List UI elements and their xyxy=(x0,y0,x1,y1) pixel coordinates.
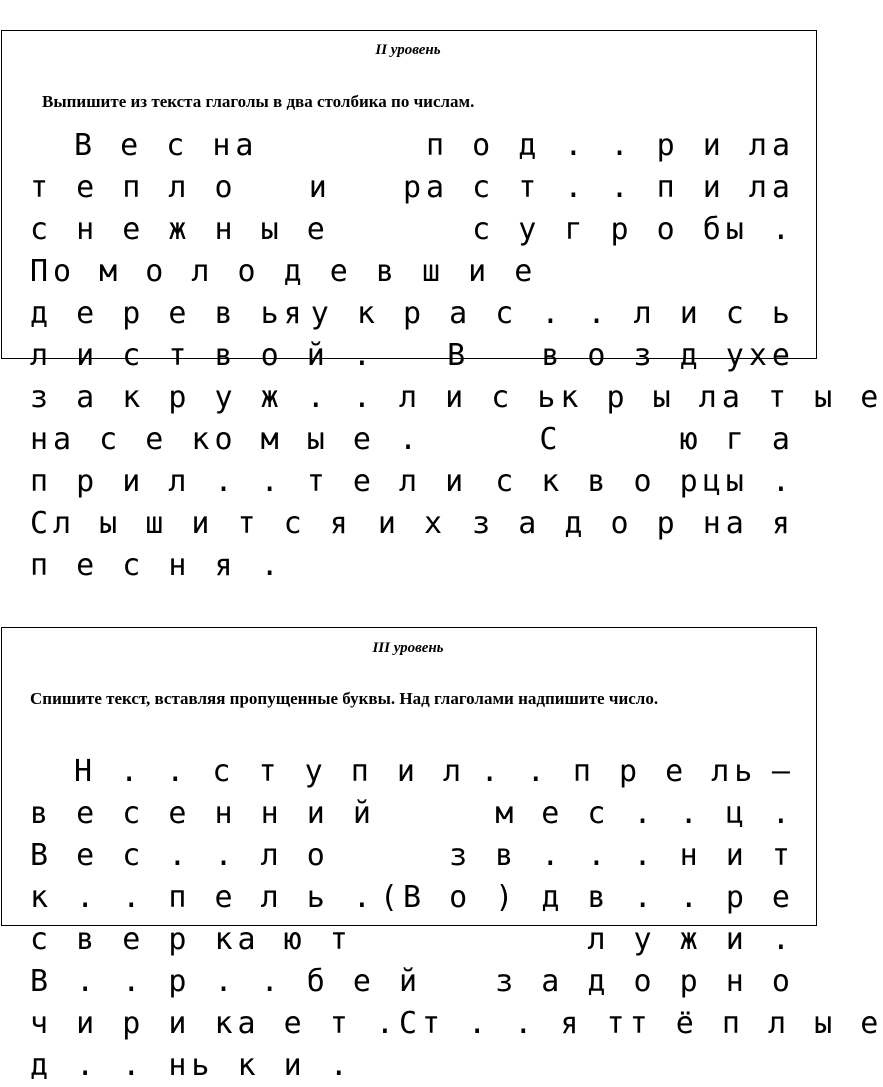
text-word: По м о л о д е в ш и е xyxy=(30,254,538,289)
text-word: л у ж и . xyxy=(587,922,795,957)
text-line xyxy=(30,251,795,293)
text-word: В е с . . л о xyxy=(30,838,330,873)
task-3-text xyxy=(30,751,883,1087)
text-line xyxy=(30,545,795,587)
text-line xyxy=(30,919,795,961)
text-word: Н . . с т у п и л xyxy=(74,754,467,789)
text-line xyxy=(30,835,795,877)
task-2-text xyxy=(30,125,883,587)
text-word: т е п л о xyxy=(30,170,238,205)
text-word: (В о ) д в . . р е xyxy=(379,880,795,915)
text-word: — xyxy=(771,754,795,789)
text-word: и х xyxy=(377,506,448,541)
text-line xyxy=(30,167,795,209)
text-line xyxy=(30,961,795,1003)
text-word: з в . . . н и т xyxy=(449,838,795,873)
text-line xyxy=(30,793,795,835)
text-word: С xyxy=(539,422,563,457)
task-2-instruction: Выпишите из текста глаголы в два столбика по числам. xyxy=(42,92,475,111)
text-word: д е р е в ья xyxy=(30,296,307,331)
text-line xyxy=(30,751,795,793)
text-line xyxy=(30,125,795,167)
text-word: ю г а xyxy=(679,422,795,457)
text-word: В е с на xyxy=(74,128,259,163)
text-line xyxy=(30,1003,883,1045)
text-word: . . п р е ль xyxy=(480,754,758,789)
text-word: ра с т . . п и ла xyxy=(402,170,795,205)
text-word: В . . р . . б е й xyxy=(30,964,423,999)
text-word: у к р а с . . л и с ь xyxy=(310,296,795,331)
text-line xyxy=(30,293,795,335)
text-word: п о д . . р и ла xyxy=(426,128,795,163)
text-word: к . . п е л ь . xyxy=(30,880,376,915)
text-word: п р и л . . т е л и xyxy=(30,464,469,499)
text-word: и xyxy=(308,170,332,205)
text-word: к р ы ла т ы е xyxy=(560,380,883,415)
text-word: ч и р и ка е т . xyxy=(30,1006,399,1041)
text-line xyxy=(30,377,883,419)
text-word: п е с н я . xyxy=(30,548,284,583)
text-word: л и с т в о й . xyxy=(30,338,376,373)
text-word: с в е р ка ю т xyxy=(30,922,353,957)
text-word: В xyxy=(447,338,471,373)
text-word: т ё п л ы е xyxy=(629,1006,883,1041)
text-line xyxy=(30,877,795,919)
text-word: д . . нь к и . xyxy=(30,1048,353,1083)
text-line xyxy=(30,209,795,251)
text-word: на с е ко м ы е . xyxy=(30,422,423,457)
text-line xyxy=(30,1045,795,1087)
text-word: с н е ж н ы е xyxy=(30,212,330,247)
text-word: с у г р о бы . xyxy=(472,212,795,247)
text-word: з а д о р н о xyxy=(495,964,795,999)
text-line xyxy=(30,461,795,503)
text-word: в о з д ухе xyxy=(541,338,795,373)
text-word: с к в о рцы . xyxy=(495,464,795,499)
text-line xyxy=(30,503,795,545)
level-3-heading: III уровень xyxy=(372,640,444,656)
task-3-instruction: Спишите текст, вставляя пропущенные буквы. Над глаголами надпишите число. xyxy=(30,689,659,708)
text-word: з а д о р на я xyxy=(472,506,795,541)
text-word: м е с . . ц . xyxy=(495,796,795,831)
text-line xyxy=(30,419,795,461)
text-word: Сл ы ш и т с я xyxy=(30,506,353,541)
text-word: в е с е н н и й xyxy=(30,796,376,831)
text-word: Ст . . я т xyxy=(398,1006,630,1041)
text-line xyxy=(30,335,795,377)
level-2-heading: II уровень xyxy=(375,42,441,58)
text-word: з а к р у ж . . л и с ь xyxy=(30,380,561,415)
